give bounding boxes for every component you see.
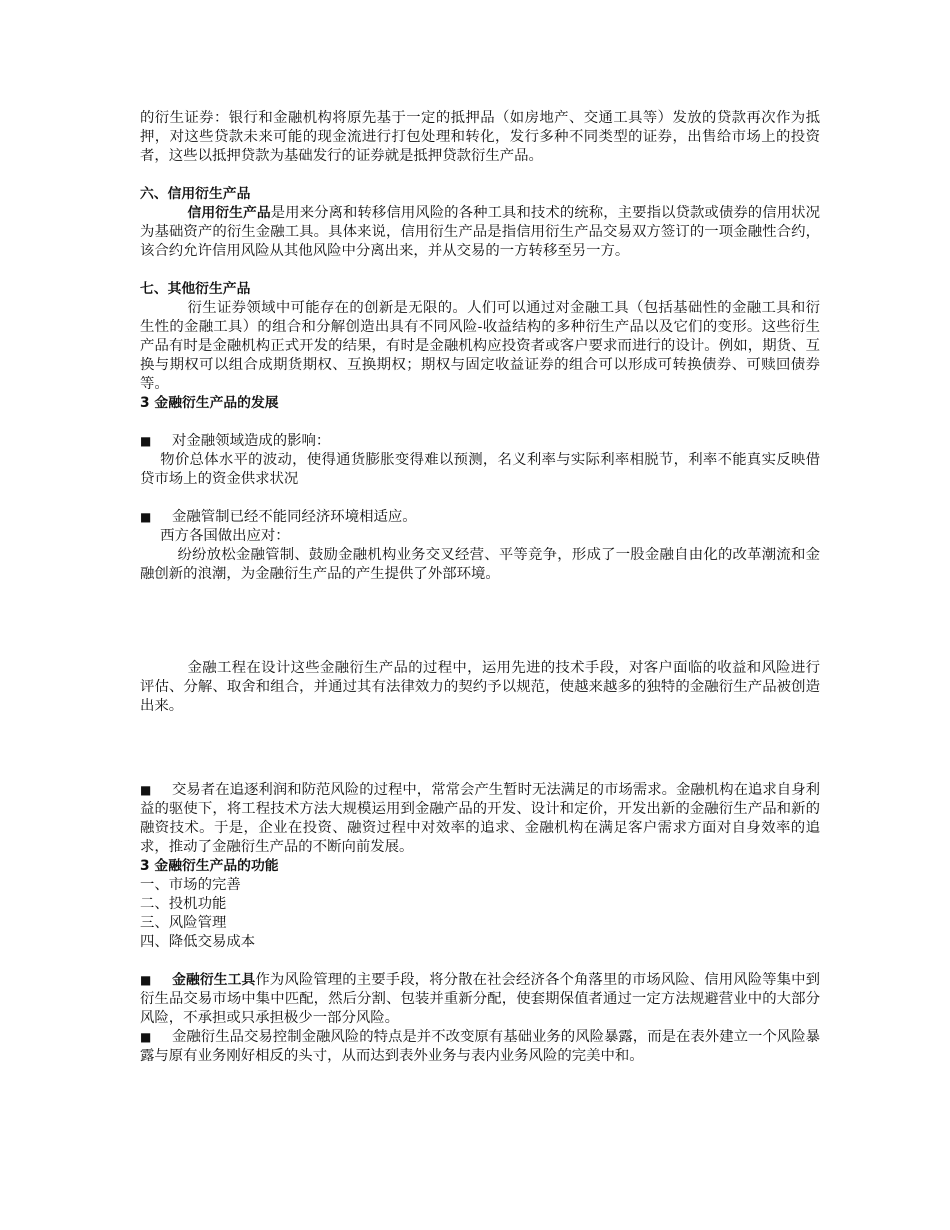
bullet-4-term: 金融衍生工具 [172,972,256,988]
function-item: 四、降低交易成本 [140,934,256,950]
bullet-1-title: 对金融领域造成的影响： [172,433,331,449]
section-6-heading: 六、信用衍生产品 [140,186,251,202]
bullet-2-subtitle: 西方各国做出应对： [160,528,290,544]
function-item: 一、市场的完善 [140,877,241,893]
bullet-3-text: 交易者在追逐利润和防范风险的过程中，常常会产生暂时无法满足的市场需求。金融机构在追求自身利益的驱使下，将工程技术方法大规模运用到金融产品的开发、设计和定价，开发出新的金融衍生产品和新的融资技术。于是，企业在投资、融资过程中对效率的追求、金融机构在满足客户需求方面对自身效率的追求，推动了金融衍生产品的不断向前发展。 [140,782,820,855]
bullet-2-line [140,508,820,527]
financial-engineering-paragraph: 金融工程在设计这些金融衍生产品的过程中，运用先进的技术手段，对客户面临的收益和风险进行评估、分解、取舍和组合，并通过其有法律效力的契约予以规范，使越来越多的独特的金融衍生产品被创造出来。 [140,660,820,714]
section-6-term: 信用衍生产品 [187,205,271,221]
development-heading: 3 金融衍生产品的发展 [140,395,279,411]
bullet-4-paragraph [140,971,820,1028]
bullet-3-paragraph [140,781,820,857]
bullet-square-icon: ■ [140,510,152,524]
bullet-4-text: 作为风险管理的主要手段，将分散在社会经济各个角落里的市场风险、信用风险等集中到衍生品交易市场中集中匹配，然后分割、包装并重新分配，使套期保值者通过一定方法规避营业中的大部分风险，不承担或只承担极少一部分风险。 [140,972,820,1026]
bullet-square-icon: ■ [140,973,152,987]
section-7-paragraph: 衍生证券领域中可能存在的创新是无限的。人们可以通过对金融工具（包括基础性的金融工具和衍生性的金融工具）的组合和分解创造出具有不同风险-收益结构的多种衍生产品以及它们的变形。这些衍生产品有时是金融机构正式开发的结果，有时是金融机构应投资者或客户要求而进行的设计。例如，期货、互换与期权可以组合成期货期权、互换期权；期权与固定收益证券的组合可以形成可转换债券、可赎回债券等。 [140,300,820,392]
bullet-5-text: 金融衍生品交易控制金融风险的特点是并不改变原有基础业务的风险暴露，而是在表外建立一个风险暴露与原有业务刚好相反的头寸，从而达到表外业务与表内业务风险的完美中和。 [140,1029,820,1064]
bullet-1-text: 物价总体水平的波动，使得通货膨胀变得难以预测，名义利率与实际利率相脱节，利率不能真实反映借贷市场上的资金供求状况 [140,452,820,487]
function-item: 三、风险管理 [140,915,227,931]
bullet-1-line [140,432,820,451]
bullet-2-text: 纷纷放松金融管制、鼓励金融机构业务交叉经营、平等竞争，形成了一股金融自由化的改革潮流和金融创新的浪潮，为金融衍生产品的产生提供了外部环境。 [140,547,820,582]
section-6-paragraph [140,204,820,261]
function-heading: 3 金融衍生产品的功能 [140,858,279,874]
intro-paragraph: 的衍生证券：银行和金融机构将原先基于一定的抵押品（如房地产、交通工具等）发放的贷款再次作为抵押，对这些贷款未来可能的现金流进行打包处理和转化，发行多种不同类型的证券，出售给市场上的投资者，这些以抵押贷款为基础发行的证券就是抵押贷款衍生产品。 [140,110,820,164]
bullet-square-icon: ■ [140,434,152,448]
bullet-square-icon: ■ [140,783,152,797]
section-7-heading: 七、其他衍生产品 [140,281,251,297]
bullet-square-icon: ■ [140,1030,152,1044]
bullet-5-paragraph [140,1028,820,1066]
document-page [140,109,820,1066]
section-6-text: 是用来分离和转移信用风险的各种工具和技术的统称，主要指以贷款或债券的信用状况为基础资产的衍生金融工具。具体来说，信用衍生产品是指信用衍生产品交易双方签订的一项金融性合约，该合约允许信用风险从其他风险中分离出来，并从交易的一方转移至另一方。 [140,205,820,259]
function-item: 二、投机功能 [140,896,227,912]
bullet-2-title: 金融管制已经不能同经济环境相适应。 [172,509,417,525]
